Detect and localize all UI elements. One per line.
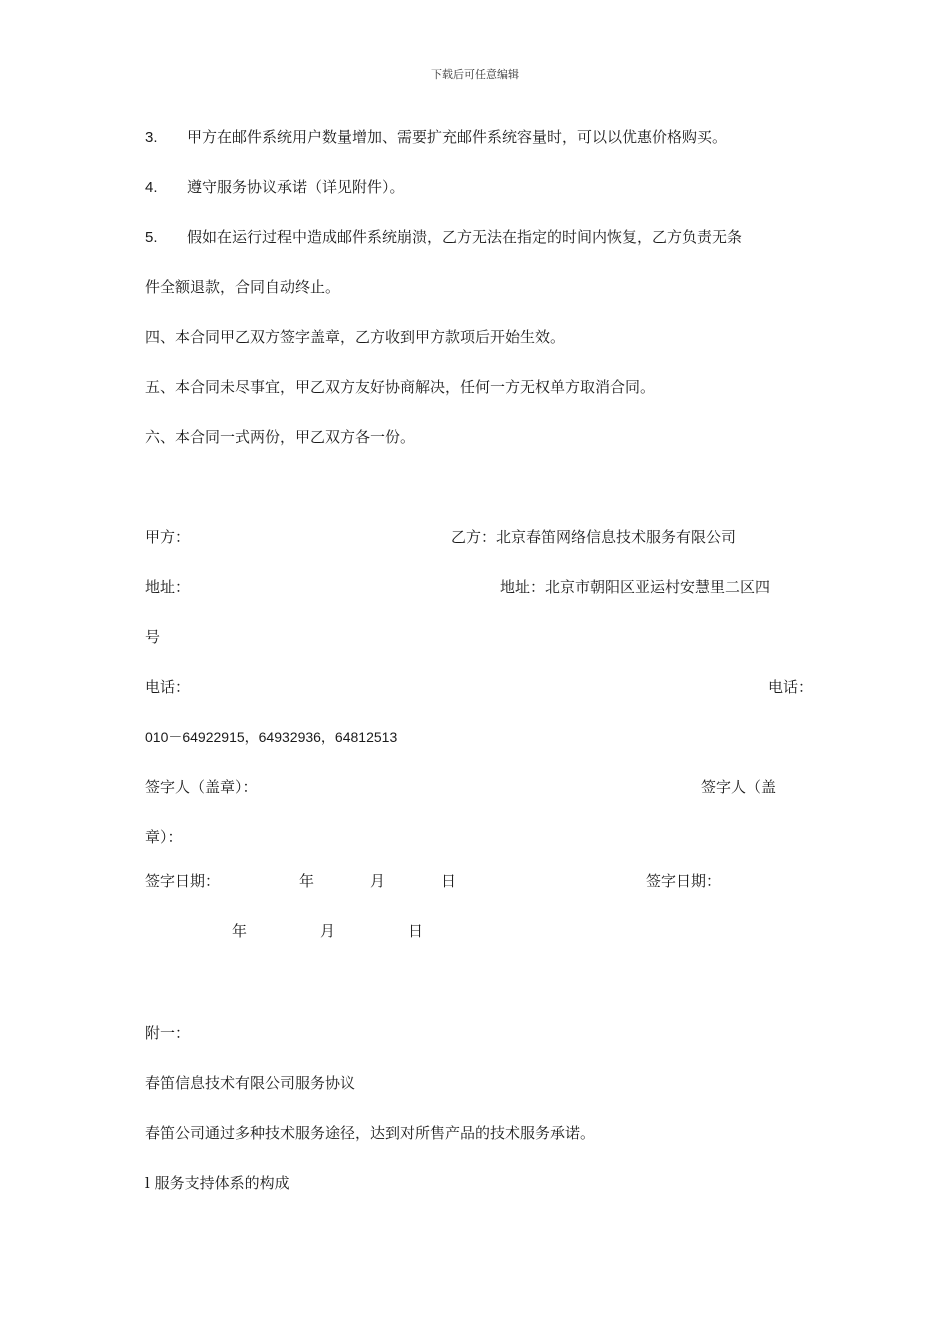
phone-numbers: 010－64922915，64932936，64812513: [145, 729, 398, 745]
clause-text: 假如在运行过程中造成邮件系统崩溃，乙方无法在指定的时间内恢复，乙方负责无条: [187, 228, 743, 246]
clause-number: 3.: [145, 129, 158, 146]
signer-b-continuation: 章）：: [145, 828, 183, 846]
party-b: 乙方：北京春笛网络信息技术服务有限公司: [451, 528, 737, 546]
clause-number: 5.: [145, 229, 158, 246]
clause-text: 甲方在邮件系统用户数量增加、需要扩充邮件系统容量时，可以以优惠价格购买。: [187, 128, 728, 146]
date-a-label: 签字日期：: [145, 872, 221, 890]
clause-4: [145, 177, 405, 198]
date-a-year: 年: [299, 872, 315, 890]
clause-text: 遵守服务协议承诺（详见附件）。: [187, 178, 405, 196]
date-b-label: 签字日期：: [646, 872, 722, 890]
appendix-intro: 春笛公司通过多种技术服务途径，达到对所售产品的技术服务承诺。: [145, 1124, 596, 1142]
clause-5: [145, 227, 742, 248]
term-4: 四、本合同甲乙双方签字盖章，乙方收到甲方款项后开始生效。: [145, 328, 566, 346]
appendix-section-heading: l 服务支持体系的构成: [145, 1174, 290, 1192]
clause-5-continuation: 件全额退款，合同自动终止。: [145, 278, 341, 296]
signer-a-label: 签字人（盖章）：: [145, 778, 258, 796]
clause-number: 4.: [145, 179, 158, 196]
appendix-title: 春笛信息技术有限公司服务协议: [145, 1074, 356, 1092]
date-b-year: 年: [232, 922, 248, 940]
date-b-day: 日: [408, 922, 424, 940]
date-b-month: 月: [320, 922, 336, 940]
date-a-month: 月: [370, 872, 386, 890]
address-b-continuation: 号: [145, 628, 161, 646]
address-b: 地址：北京市朝阳区亚运村安慧里二区四: [500, 578, 771, 596]
term-6: 六、本合同一式两份，甲乙双方各一份。: [145, 428, 416, 446]
clause-3: [145, 127, 727, 148]
page-header: 下载后可任意编辑: [431, 68, 519, 81]
signer-b-label: 签字人（盖: [701, 778, 777, 796]
appendix-label: 附一：: [145, 1024, 191, 1042]
party-a-label: 甲方：: [145, 528, 191, 546]
date-a-day: 日: [441, 872, 457, 890]
phone-a-label: 电话：: [145, 678, 191, 696]
phone-b-label: 电话：: [768, 678, 814, 696]
term-5: 五、本合同未尽事宜，甲乙双方友好协商解决，任何一方无权单方取消合同。: [145, 378, 656, 396]
address-a-label: 地址：: [145, 578, 191, 596]
